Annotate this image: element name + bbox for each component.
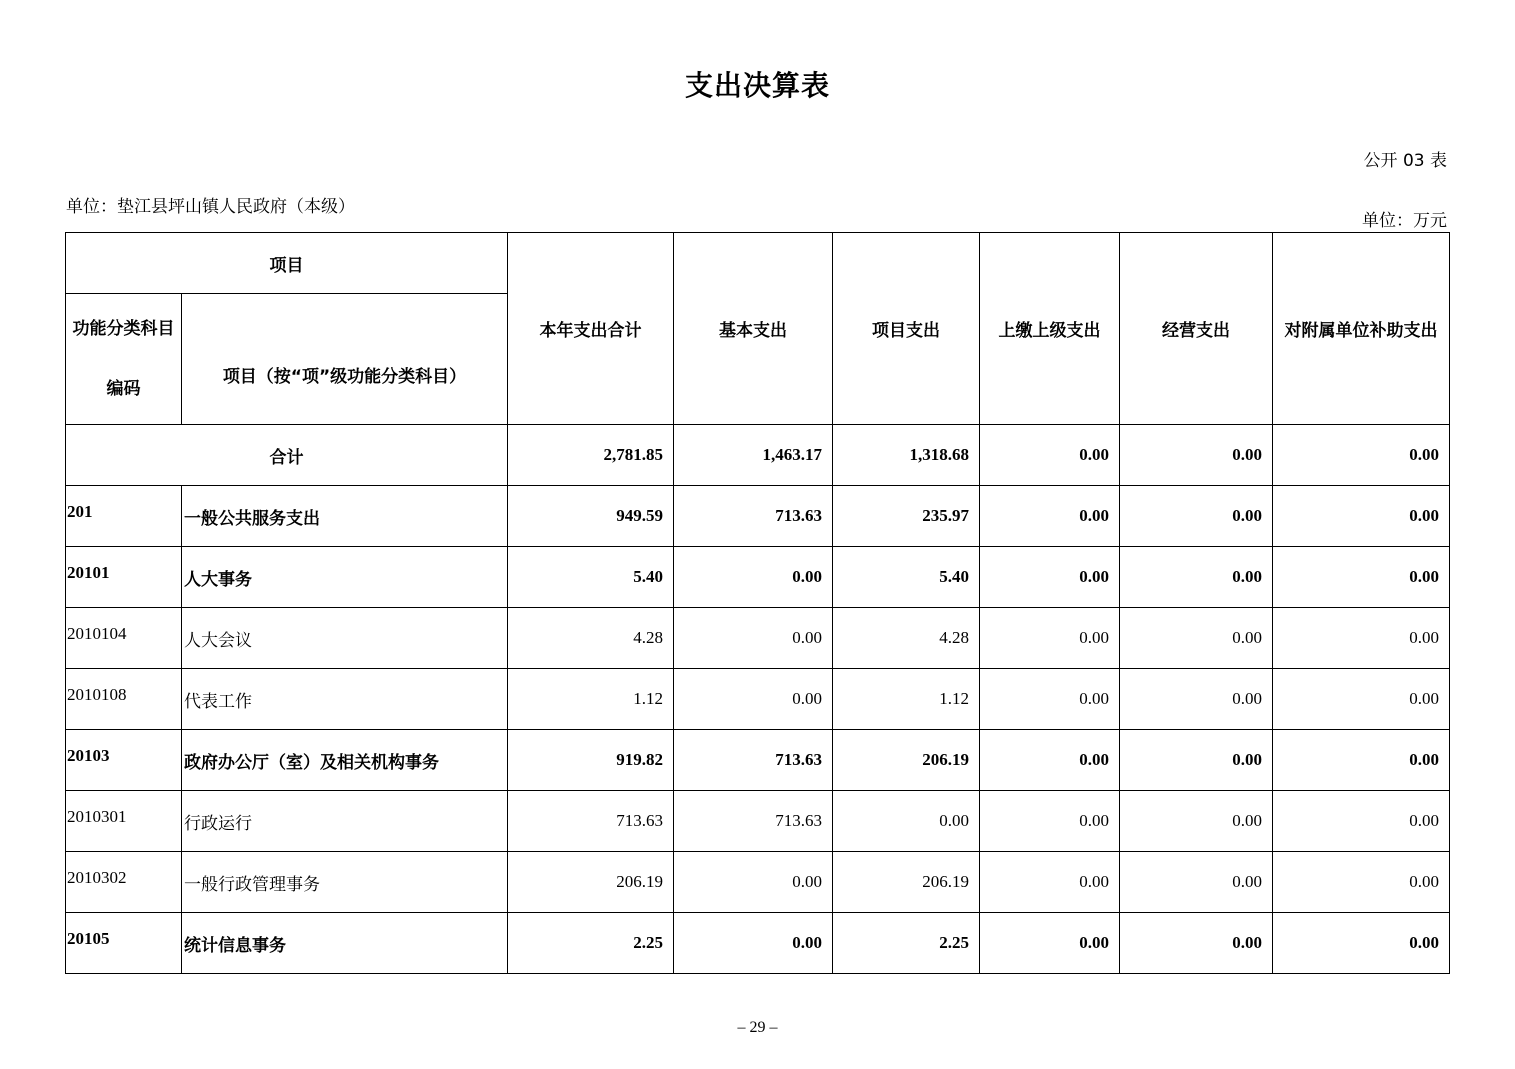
row-value: 2.25 — [508, 913, 674, 974]
row-code — [66, 669, 182, 730]
header-col-basic: 基本支出 — [674, 233, 833, 425]
total-cell: 0.00 — [1273, 425, 1450, 486]
row-value: 0.00 — [1120, 608, 1273, 669]
table-row — [66, 547, 1450, 608]
total-cell: 1,318.68 — [833, 425, 980, 486]
row-value: 0.00 — [674, 669, 833, 730]
row-value: 206.19 — [833, 730, 980, 791]
row-code — [66, 730, 182, 791]
row-code-text: 20105 — [67, 929, 110, 948]
row-name: 行政运行 — [182, 791, 508, 852]
header-code-line1: 功能分类科目 — [72, 319, 175, 339]
row-value: 0.00 — [980, 669, 1120, 730]
row-value: 4.28 — [833, 608, 980, 669]
row-value: 0.00 — [980, 730, 1120, 791]
row-code — [66, 913, 182, 974]
total-row — [66, 425, 1450, 486]
row-value: 0.00 — [1273, 730, 1450, 791]
row-value: 235.97 — [833, 486, 980, 547]
row-value: 0.00 — [1120, 547, 1273, 608]
row-value: 0.00 — [1120, 852, 1273, 913]
row-code-text: 2010108 — [67, 685, 127, 704]
row-value: 0.00 — [980, 547, 1120, 608]
header-col-project: 项目支出 — [833, 233, 980, 425]
row-name: 代表工作 — [182, 669, 508, 730]
header-col-upper: 上缴上级支出 — [980, 233, 1120, 425]
total-cell: 1,463.17 — [674, 425, 833, 486]
row-value: 0.00 — [980, 486, 1120, 547]
row-value: 0.00 — [1273, 608, 1450, 669]
row-name: 统计信息事务 — [182, 913, 508, 974]
row-value: 0.00 — [674, 913, 833, 974]
row-code-text: 2010301 — [67, 807, 127, 826]
table-row — [66, 913, 1450, 974]
total-cell: 0.00 — [1120, 425, 1273, 486]
row-value: 0.00 — [1273, 547, 1450, 608]
row-name: 政府办公厅（室）及相关机构事务 — [182, 730, 508, 791]
row-code — [66, 486, 182, 547]
row-value: 4.28 — [508, 608, 674, 669]
row-value: 206.19 — [833, 852, 980, 913]
row-value: 713.63 — [674, 791, 833, 852]
row-value: 0.00 — [1120, 913, 1273, 974]
row-name: 人大会议 — [182, 608, 508, 669]
row-name: 一般行政管理事务 — [182, 852, 508, 913]
row-code — [66, 547, 182, 608]
header-item-name: 项目（按“项”级功能分类科目） — [182, 294, 508, 425]
page-number: – 29 – — [737, 1019, 778, 1036]
row-code-text: 20103 — [67, 746, 110, 765]
row-value: 0.00 — [980, 791, 1120, 852]
row-code — [66, 608, 182, 669]
row-value: 0.00 — [1273, 913, 1450, 974]
row-value: 0.00 — [980, 913, 1120, 974]
row-value: 0.00 — [1120, 791, 1273, 852]
row-code — [66, 852, 182, 913]
row-value: 0.00 — [980, 608, 1120, 669]
row-value: 0.00 — [1120, 730, 1273, 791]
row-code — [66, 791, 182, 852]
table-row — [66, 791, 1450, 852]
row-code-text: 20101 — [67, 563, 110, 582]
row-value: 0.00 — [833, 791, 980, 852]
total-cell: 0.00 — [980, 425, 1120, 486]
expenditure-table — [65, 232, 1450, 974]
row-value: 5.40 — [833, 547, 980, 608]
header-code-line2: 编码 — [106, 379, 141, 399]
row-value: 713.63 — [674, 486, 833, 547]
header-col-business: 经营支出 — [1120, 233, 1273, 425]
total-label: 合计 — [66, 425, 508, 486]
header-item-group: 项目 — [66, 233, 508, 294]
row-name: 人大事务 — [182, 547, 508, 608]
row-value: 0.00 — [1120, 486, 1273, 547]
row-value: 919.82 — [508, 730, 674, 791]
row-value: 1.12 — [833, 669, 980, 730]
row-value: 0.00 — [674, 547, 833, 608]
row-code-text: 201 — [67, 502, 93, 521]
row-value: 0.00 — [1120, 669, 1273, 730]
table-row — [66, 730, 1450, 791]
total-cell: 2,781.85 — [508, 425, 674, 486]
row-value: 713.63 — [674, 730, 833, 791]
row-value: 0.00 — [674, 852, 833, 913]
table-row — [66, 669, 1450, 730]
row-code-text: 2010104 — [67, 624, 127, 643]
row-value: 1.12 — [508, 669, 674, 730]
row-value: 0.00 — [1273, 852, 1450, 913]
row-value: 2.25 — [833, 913, 980, 974]
header-col-total: 本年支出合计 — [508, 233, 674, 425]
row-value: 713.63 — [508, 791, 674, 852]
table-row — [66, 608, 1450, 669]
row-value: 0.00 — [1273, 669, 1450, 730]
row-value: 0.00 — [674, 608, 833, 669]
row-value: 0.00 — [1273, 486, 1450, 547]
table-row — [66, 486, 1450, 547]
row-name: 一般公共服务支出 — [182, 486, 508, 547]
reporting-unit: 单位：垫江县坪山镇人民政府（本级） — [66, 197, 355, 217]
row-value: 0.00 — [980, 852, 1120, 913]
row-value: 949.59 — [508, 486, 674, 547]
page-title: 支出决算表 — [684, 69, 830, 102]
form-number: 公开 03 表 — [1363, 151, 1447, 171]
header-col-subsidy: 对附属单位补助支出 — [1273, 233, 1450, 425]
row-value: 0.00 — [1273, 791, 1450, 852]
row-value: 5.40 — [508, 547, 674, 608]
row-value: 206.19 — [508, 852, 674, 913]
currency-unit: 单位：万元 — [1362, 211, 1447, 231]
table-row — [66, 852, 1450, 913]
header-code — [66, 294, 182, 425]
row-code-text: 2010302 — [67, 868, 127, 887]
